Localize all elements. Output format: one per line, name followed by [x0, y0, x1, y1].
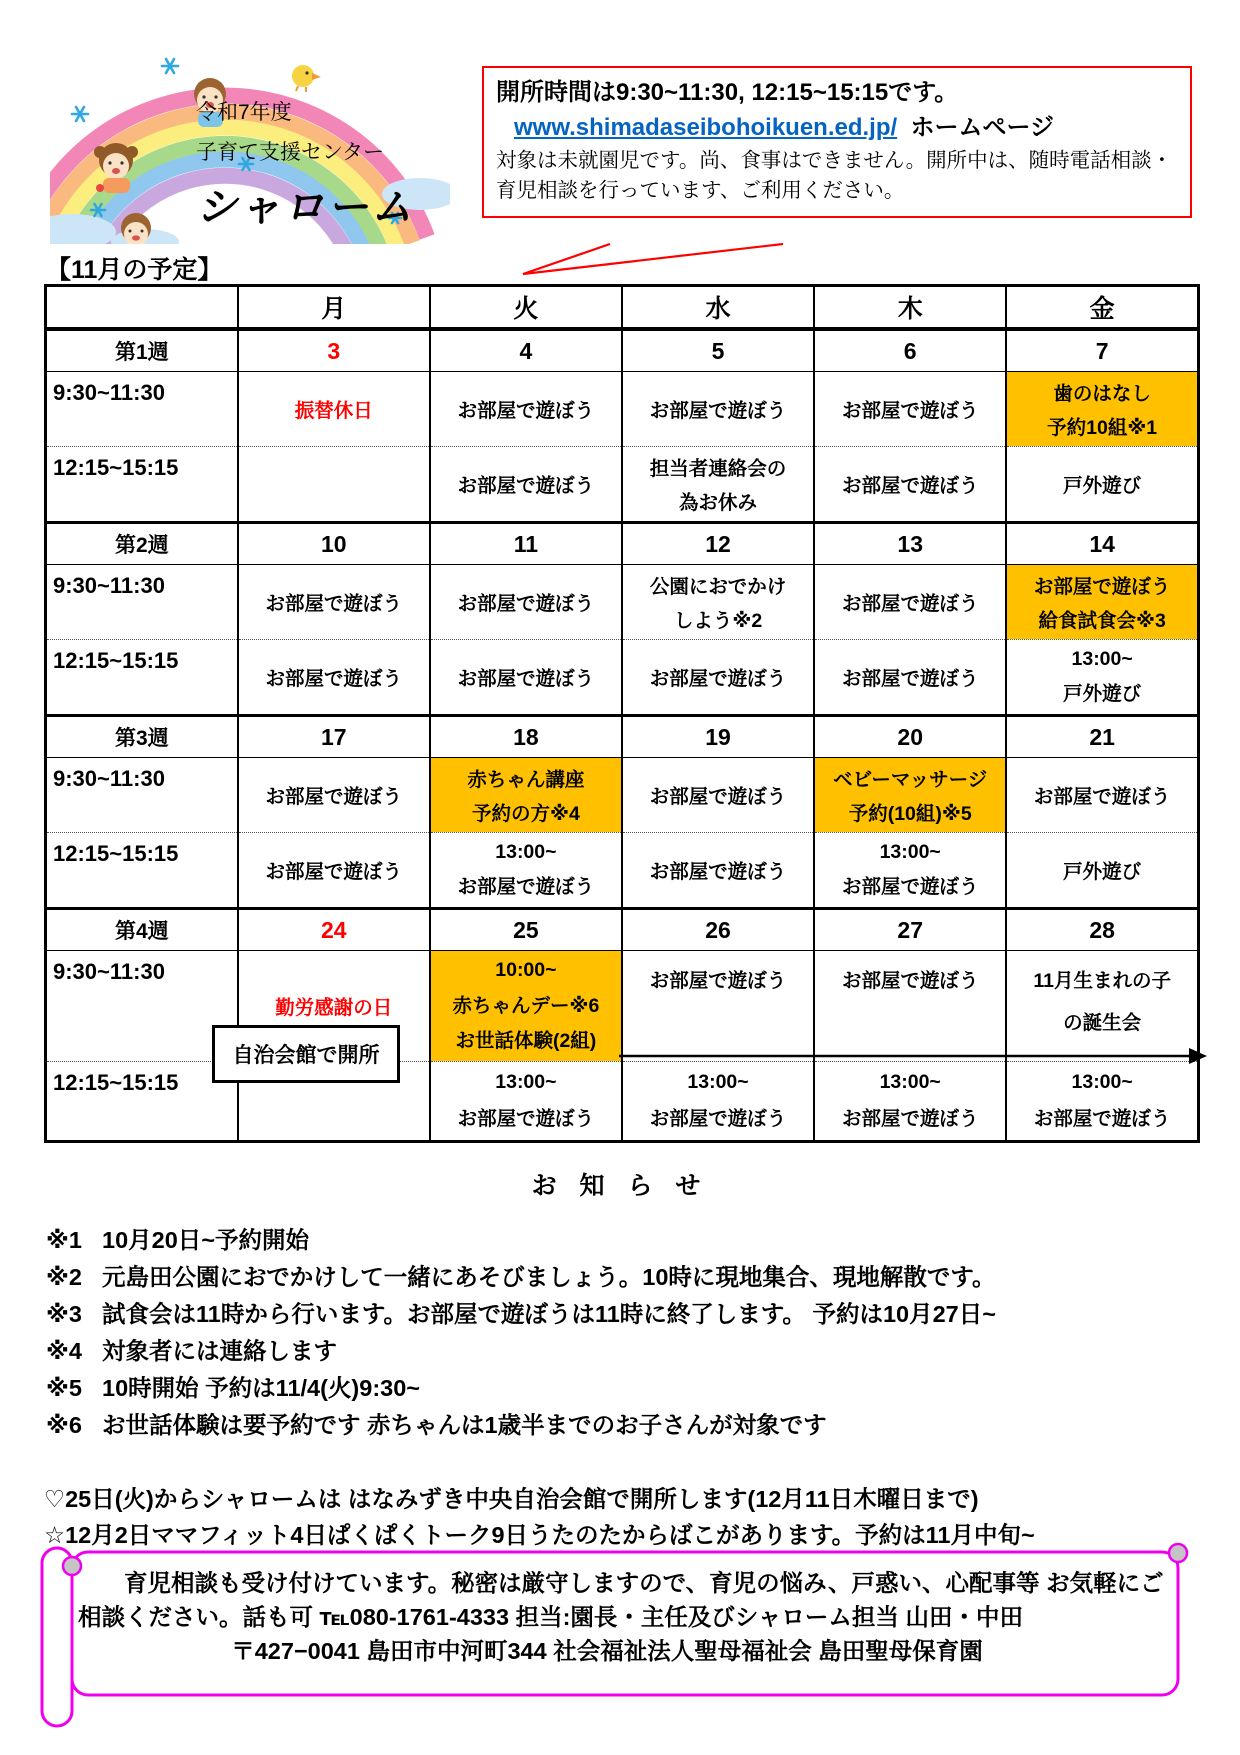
morning-row — [46, 758, 1199, 833]
calendar-cell: 13:00~ お部屋で遊ぼう — [430, 1062, 622, 1142]
contact-scroll — [32, 1538, 1207, 1748]
day-number: 18 — [430, 716, 622, 758]
calendar-cell: 13:00~ お部屋で遊ぼう — [1006, 1062, 1198, 1142]
calendar-corner-cell — [46, 286, 238, 330]
time-slot-label: 9:30~11:30 — [46, 951, 238, 1062]
week-number-row — [46, 716, 1199, 758]
notice-item-2: ※2 元島田公園におでかけして一緒にあそびましょう。10時に現地集合、現地解散です。 — [46, 1264, 996, 1290]
homepage-label: ホームページ — [910, 114, 1055, 141]
chick-icon — [292, 65, 321, 92]
calendar-cell: お部屋で遊ぼう — [814, 447, 1006, 523]
day-number: 5 — [622, 329, 814, 372]
opening-hours-line: 開所時間は9:30~11:30, 12:15~15:15です。 — [496, 79, 959, 106]
week-label: 第1週 — [46, 329, 238, 372]
day-number: 21 — [1006, 716, 1198, 758]
calendar-cell: お部屋で遊ぼう — [430, 565, 622, 640]
page-title: シャローム — [196, 184, 416, 230]
calendar-cell: 振替休日 — [238, 372, 430, 447]
header-title-block — [196, 96, 456, 233]
homepage-line — [514, 110, 1178, 146]
calendar-header-row — [46, 286, 1199, 330]
day-number: 3 — [238, 329, 430, 372]
day-number: 25 — [430, 909, 622, 951]
notice-list — [46, 1222, 1194, 1444]
day-number: 26 — [622, 909, 814, 951]
day-header-0: 月 — [238, 286, 430, 330]
day-number: 7 — [1006, 329, 1198, 372]
calendar-cell: 戸外遊び — [1006, 447, 1198, 523]
time-slot-label: 9:30~11:30 — [46, 372, 238, 447]
calendar-cell — [238, 447, 430, 523]
notices-section — [46, 1166, 1194, 1444]
consultation-line2-phone: 相談ください。話も可 ℡080-1761-4333 担当:園長・主任及びシャローム担当 山田・中田 — [78, 1604, 1023, 1630]
december-events-note: ☆12月2日ママフィット4日ぱくぱくトーク9日うたのたからばこがあります。予約は11月中旬~ — [44, 1522, 1035, 1548]
calendar-cell: 歯のはなし 予約10組※1 — [1006, 372, 1198, 447]
week-number-row — [46, 329, 1199, 372]
calendar-cell: お部屋で遊ぼう — [238, 640, 430, 716]
calendar-cell: 11月生まれの子 の誕生会 — [1006, 951, 1198, 1062]
calendar-cell: お部屋で遊ぼう — [622, 758, 814, 833]
calendar — [44, 284, 1209, 1143]
calendar-cell: お部屋で遊ぼう — [1006, 758, 1198, 833]
calendar-cell: お部屋で遊ぼう — [814, 372, 1006, 447]
calendar-cell: お部屋で遊ぼう 給食試食会※3 — [1006, 565, 1198, 640]
target-note-line1: 対象は未就園児です。尚、食事はできません。開所中は、随時電話相談・ — [496, 149, 1173, 172]
calendar-cell: 赤ちゃん講座 予約の方※4 — [430, 758, 622, 833]
day-header-1: 火 — [430, 286, 622, 330]
morning-row — [46, 565, 1199, 640]
calendar-cell: 戸外遊び — [1006, 833, 1198, 909]
day-number: 12 — [622, 523, 814, 565]
notice-item-5: ※5 10時開始 予約は11/4(火)9:30~ — [46, 1375, 421, 1401]
day-header-2: 水 — [622, 286, 814, 330]
callout-tail — [482, 243, 802, 283]
homepage-link[interactable]: www.shimadaseibohoikuen.ed.jp/ — [514, 114, 898, 141]
afternoon-row — [46, 640, 1199, 716]
afternoon-row — [46, 833, 1199, 909]
venue-move-note: ♡25日(火)からシャロームは はなみずき中央自治会館で開所します(12月11日木曜日まで) — [44, 1486, 979, 1512]
week-label: 第3週 — [46, 716, 238, 758]
info-callout-box — [482, 66, 1192, 218]
calendar-cell: 13:00~ お部屋で遊ぼう — [814, 1062, 1006, 1142]
calendar-cell: 13:00~ 戸外遊び — [1006, 640, 1198, 716]
calendar-cell: 公園におでかけ しよう※2 — [622, 565, 814, 640]
calendar-cell: 13:00~ お部屋で遊ぼう — [430, 833, 622, 909]
calendar-cell: お部屋で遊ぼう — [238, 758, 430, 833]
calendar-cell: 13:00~ お部屋で遊ぼう — [814, 833, 1006, 909]
notices-heading: お 知 ら せ — [531, 1172, 709, 1200]
child-boy — [121, 213, 151, 244]
calendar-cell: お部屋で遊ぼう — [622, 951, 814, 1062]
calendar-cell: お部屋で遊ぼう — [622, 640, 814, 716]
org-label: 子育て支援センター — [196, 141, 385, 164]
month-schedule-title: 【11月の予定】 — [46, 256, 223, 284]
notice-item-1: ※1 10月20日~予約開始 — [46, 1227, 310, 1253]
calendar-cell: ベビーマッサージ 予約(10組)※5 — [814, 758, 1006, 833]
fiscal-year-label: 令和7年度 — [196, 101, 292, 124]
consultation-line1: 育児相談も受け付けています。秘密は厳守しますので、育児の悩み、戸惑い、心配事等 お気軽にご — [124, 1570, 1164, 1596]
calendar-cell: 10:00~ 赤ちゃんデー※6 お世話体験(2組) — [430, 951, 622, 1062]
calendar-cell: お部屋で遊ぼう — [430, 372, 622, 447]
time-slot-label: 12:15~15:15 — [46, 1062, 238, 1142]
morning-row — [46, 372, 1199, 447]
day-number: 10 — [238, 523, 430, 565]
calendar-cell: お部屋で遊ぼう — [814, 640, 1006, 716]
calendar-cell: お部屋で遊ぼう — [430, 447, 622, 523]
day-number: 11 — [430, 523, 622, 565]
venue-period-arrow — [619, 1046, 1211, 1066]
venue-annotation-box: 自治会館で開所 — [212, 1025, 400, 1083]
day-number: 13 — [814, 523, 1006, 565]
time-slot-label: 9:30~11:30 — [46, 758, 238, 833]
time-slot-label: 12:15~15:15 — [46, 833, 238, 909]
calendar-cell: お部屋で遊ぼう — [238, 833, 430, 909]
calendar-cell: 勤労感謝の日 — [238, 951, 430, 1062]
day-header-3: 木 — [814, 286, 1006, 330]
calendar-cell: お部屋で遊ぼう — [238, 565, 430, 640]
calendar-cell: お部屋で遊ぼう — [622, 372, 814, 447]
target-note-line2: 育児相談を行っています、ご利用ください。 — [496, 179, 905, 202]
day-number: 6 — [814, 329, 1006, 372]
notice-item-6: ※6 お世話体験は要予約です 赤ちゃんは1歳半までのお子さんが対象です — [46, 1412, 827, 1438]
calendar-cell: お部屋で遊ぼう — [814, 951, 1006, 1062]
day-number: 4 — [430, 329, 622, 372]
calendar-cell: 13:00~ お部屋で遊ぼう — [622, 1062, 814, 1142]
day-number: 20 — [814, 716, 1006, 758]
calendar-cell: お部屋で遊ぼう — [814, 565, 1006, 640]
afternoon-row — [46, 447, 1199, 523]
day-number: 27 — [814, 909, 1006, 951]
address-line: 〒427−0041 島田市中河町344 社会福祉法人聖母福祉会 島田聖母保育園 — [231, 1638, 983, 1664]
week-label: 第2週 — [46, 523, 238, 565]
time-slot-label: 12:15~15:15 — [46, 447, 238, 523]
notice-item-3: ※3 試食会は11時から行います。お部屋で遊ぼうは11時に終了します。 予約は10月27日~ — [46, 1301, 996, 1327]
day-number: 19 — [622, 716, 814, 758]
calendar-cell: お部屋で遊ぼう — [622, 833, 814, 909]
day-number: 28 — [1006, 909, 1198, 951]
calendar-cell: 担当者連絡会の 為お休み — [622, 447, 814, 523]
notice-item-4: ※4 対象者には連絡します — [46, 1338, 337, 1364]
week-label: 第4週 — [46, 909, 238, 951]
day-number: 17 — [238, 716, 430, 758]
time-slot-label: 9:30~11:30 — [46, 565, 238, 640]
calendar-cell: お部屋で遊ぼう — [430, 640, 622, 716]
day-number: 24 — [238, 909, 430, 951]
week-number-row — [46, 523, 1199, 565]
week-number-row — [46, 909, 1199, 951]
day-header-4: 金 — [1006, 286, 1198, 330]
time-slot-label: 12:15~15:15 — [46, 640, 238, 716]
calendar-table — [44, 284, 1200, 1143]
day-number: 14 — [1006, 523, 1198, 565]
